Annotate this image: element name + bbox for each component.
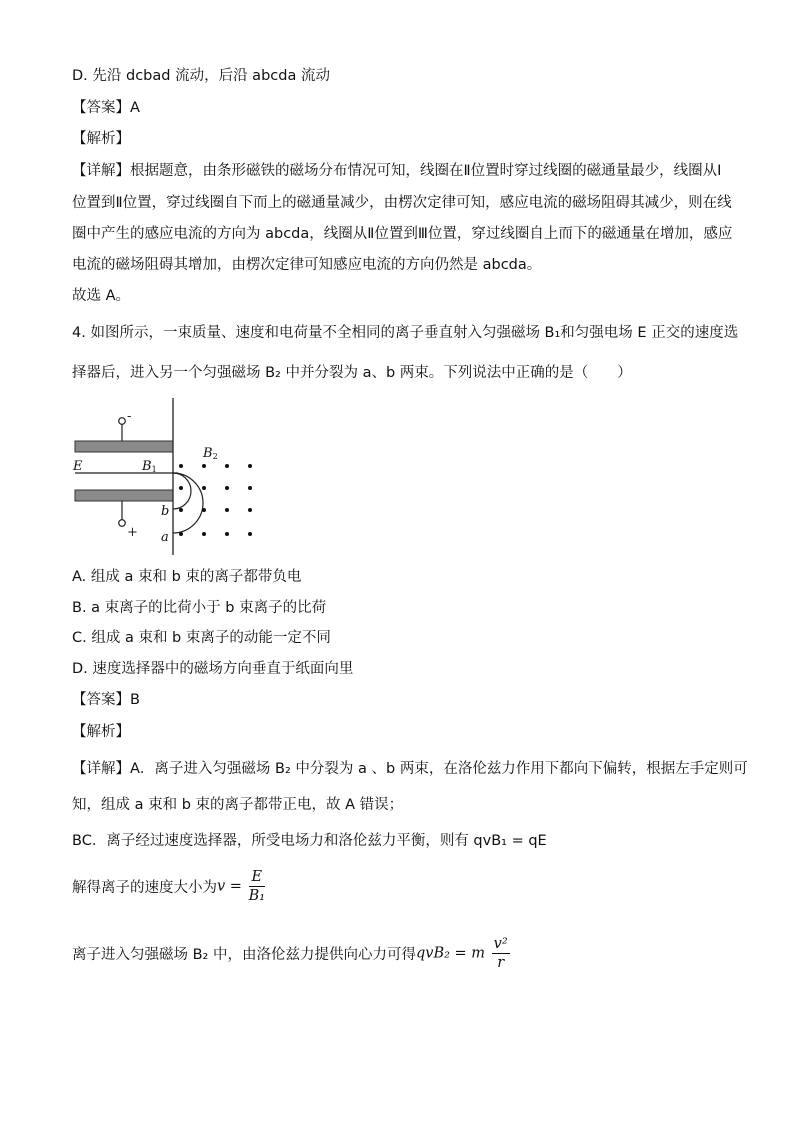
q4-stem-line-2: 择器后，进入另一个匀强磁场 B₂ 中并分裂为 a、b 两束。下列说法中正确的是（ ） [72, 365, 632, 381]
q4-detail-line-4 [72, 868, 267, 905]
answer-label: 【答案】 [72, 100, 130, 116]
velocity-selector-figure [60, 395, 270, 560]
b-label: b [161, 504, 170, 519]
upper-plate [75, 441, 173, 452]
fraction-numerator: v² [493, 936, 508, 952]
q4-analysis-label: 【解析】 [72, 724, 130, 740]
q4-detail-line-3: BC．离子经过速度选择器，所受电场力和洛伦兹力平衡，则有 qvB₁ = qE [72, 833, 547, 849]
q4-detail-line-5 [72, 935, 512, 972]
q3-detail-line-2: 位置到Ⅱ位置，穿过线圈自下而上的磁通量减少，由楞次定律可知，感应电流的磁场阻碍其减少，则在线 [72, 195, 732, 211]
radius-fraction [492, 935, 510, 972]
minus-sign-label: - [127, 409, 132, 424]
q4-option-b: B. a 束离子的比荷小于 b 束离子的比荷 [72, 600, 327, 616]
q4-detail-line-2: 知，组成 a 束和 b 束的离子都带正电，故 A 错误； [72, 797, 404, 813]
lower-plate [75, 490, 173, 501]
plus-sign-label: + [127, 525, 138, 540]
B2-label: B2 [203, 446, 218, 461]
fraction-numerator: E [249, 868, 265, 887]
E-label: E [73, 459, 83, 474]
q3-detail-line-3: 圈中产生的感应电流的方向为 abcda，线圈从Ⅱ位置到Ⅲ位置，穿过线圈自上而下的磁通量在增加，感应 [72, 226, 733, 242]
answer-value: B [130, 692, 140, 708]
answer-label: 【答案】 [72, 692, 130, 708]
fraction-denominator: B₁ [248, 888, 266, 904]
answer-value: A [130, 100, 140, 116]
velocity-fraction [249, 868, 265, 905]
q4-option-a: A. 组成 a 束和 b 束的离子都带负电 [72, 569, 302, 585]
velocity-lhs: v = [217, 878, 242, 895]
velocity-text: 解得离子的速度大小为 [72, 880, 217, 896]
fraction-denominator: r [497, 955, 505, 971]
plus-terminal [119, 520, 126, 527]
q3-option-d: D. 先沿 dcbad 流动，后沿 abcda 流动 [72, 68, 330, 84]
q3-conclusion: 故选 A。 [72, 288, 131, 304]
q3-answer [72, 98, 140, 118]
q3-analysis-label: 【解析】 [72, 131, 130, 147]
field-dots [179, 464, 252, 536]
radius-text: 离子进入匀强磁场 B₂ 中，由洛伦兹力提供向心力可得 [72, 947, 416, 963]
minus-terminal [119, 418, 126, 425]
a-label: a [161, 530, 169, 545]
B1-label: B1 [142, 459, 157, 474]
q4-option-d: D. 速度选择器中的磁场方向垂直于纸面向里 [72, 661, 354, 677]
trajectory-b [173, 473, 191, 509]
q4-answer [72, 690, 140, 710]
q4-detail-line-1: 【详解】A．离子进入匀强磁场 B₂ 中分裂为 a 、b 两束，在洛伦兹力作用下都向下偏转，根据左手定则可 [72, 761, 748, 777]
radius-lhs: qvB₂ = m [415, 945, 486, 962]
q3-detail-line-1: 【详解】根据题意，由条形磁铁的磁场分布情况可知，线圈在Ⅱ位置时穿过线圈的磁通量最少，线圈从Ⅰ [72, 163, 722, 179]
q4-stem-line-1: 4. 如图所示，一束质量、速度和电荷量不全相同的离子垂直射入匀强磁场 B₁和匀强电场 E 正交的速度选 [72, 325, 739, 341]
q4-option-c: C. 组成 a 束和 b 束离子的动能一定不同 [72, 630, 331, 646]
q3-detail-line-4: 电流的磁场阻碍其增加，由楞次定律可知感应电流的方向仍然是 abcda。 [72, 257, 542, 273]
